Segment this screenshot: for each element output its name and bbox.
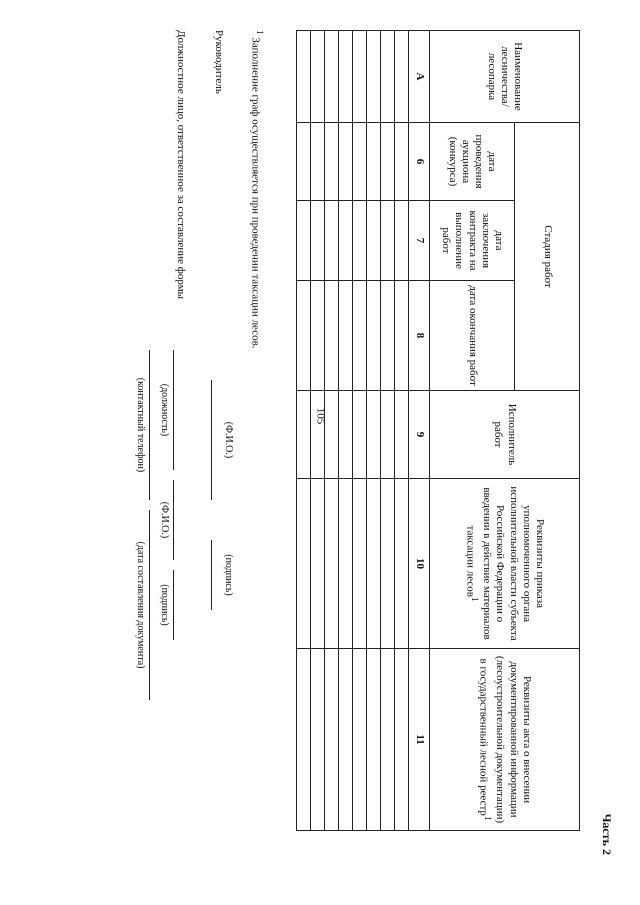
responsible-label: Должностное лицо, ответственное за составление формы	[175, 30, 187, 300]
colnum-9: 9	[409, 391, 430, 479]
header-forestry: Наименование лесничества/ лесопарка	[430, 31, 580, 123]
table-row	[311, 31, 325, 831]
head-sign-caption: (подпись)	[223, 554, 234, 596]
head-label: Руководитель	[213, 30, 225, 94]
form-table	[296, 30, 580, 831]
footnote-mark: 1	[255, 30, 265, 35]
rotated-page	[20, 20, 620, 885]
table-row	[353, 31, 367, 831]
header-order-note: 1	[469, 596, 480, 602]
position-caption: (должность)	[159, 383, 170, 437]
part-label: Часть 2	[600, 813, 614, 855]
header-auction-date: дата проведения аукциона (конкурса)	[430, 123, 515, 201]
table-row	[325, 31, 339, 831]
footnote-text: Заполнение граф осуществляется при проведении таксации лесов.	[249, 37, 262, 349]
header-executor: Исполнитель работ	[430, 391, 580, 479]
header-act	[430, 649, 580, 831]
head-fio-caption: (Ф.И.О.)	[223, 421, 234, 459]
phone-line	[149, 350, 150, 500]
date-line	[149, 510, 150, 700]
table-row	[367, 31, 381, 831]
table-row	[297, 31, 311, 831]
header-order-text: Реквизиты приказа уполномоченного органа исполнительной власти субъекта Российской Федерации о введении в действие материалов таксации лесов	[464, 486, 546, 641]
table-row	[339, 31, 353, 831]
responsible-sign-line	[173, 570, 174, 640]
responsible-fio-caption: (Ф.И.О.)	[159, 501, 170, 539]
date-caption: (дата составления документа)	[135, 541, 146, 669]
header-end-date: дата окончания работ	[430, 281, 515, 391]
colnum-8: 8	[409, 281, 430, 391]
column-numbers-row	[409, 31, 430, 831]
header-stage: Стадия работ	[515, 123, 580, 391]
head-fio-line	[211, 380, 212, 500]
colnum-a: А	[409, 31, 430, 123]
table-row	[395, 31, 409, 831]
phone-caption: (контактный телефон)	[135, 377, 146, 473]
colnum-11: 11	[409, 649, 430, 831]
colnum-10: 10	[409, 479, 430, 649]
colnum-7: 7	[409, 201, 430, 281]
head-sign-line	[211, 540, 212, 610]
colnum-6: 6	[409, 123, 430, 201]
header-act-text: Реквизиты акта о внесении документированной информации (лесоустроительной документации) в государственный лесной реестр	[477, 655, 533, 824]
table-row	[381, 31, 395, 831]
responsible-fio-line	[173, 480, 174, 560]
header-contract-date: дата заключения контракта на выполнение работ	[430, 201, 515, 281]
header-order	[430, 479, 580, 649]
position-line	[173, 350, 174, 470]
responsible-sign-caption: (подпись)	[159, 584, 170, 626]
page-number: 105	[314, 407, 326, 425]
header-row-1	[515, 31, 580, 831]
footnote	[249, 30, 265, 349]
header-act-note: 1	[483, 815, 494, 821]
